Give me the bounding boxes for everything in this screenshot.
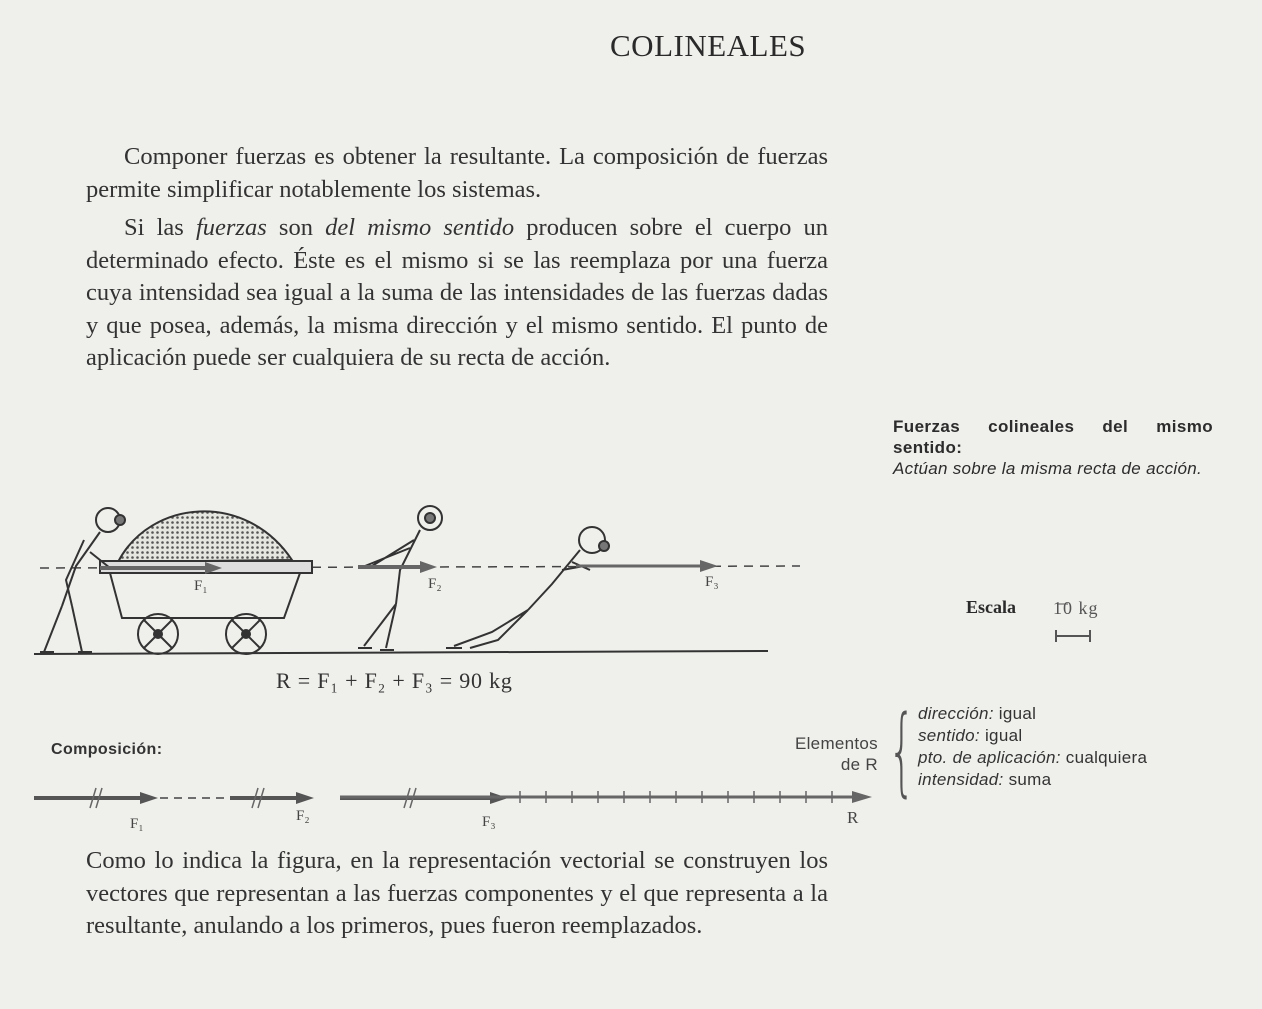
element-item [918, 725, 1147, 747]
scale-label: Escala [966, 597, 1017, 617]
paragraph-emphasis-fuerzas: fuerzas [195, 214, 267, 241]
elements-label-line1: Elementos [794, 734, 878, 753]
elements-list [918, 703, 1147, 791]
composition-label-r: R [847, 808, 859, 827]
element-key: intensidad: [918, 770, 1004, 789]
paragraph-text-c: son [266, 214, 326, 241]
composition-label-f2: F₂ [296, 808, 310, 824]
element-value: igual [998, 704, 1037, 723]
paragraph-text: Componer fuerzas es obtener la resultante. La composición de fuerzas permite simplificar notablemente los sistemas. [86, 143, 828, 203]
paragraph-text-e: producen sobre el cuerpo un determinado efecto. Éste es el mismo si se las reemplaza por una fuerza cuya intensidad sea igual a la suma de las intensidades de las fuerzas dadas y que posea, además, la misma dirección y el mismo sentido. El punto de aplicación puede ser cualquiera de su recta de acción. [86, 214, 828, 372]
elements-label-line2: de R [840, 755, 878, 774]
element-item [918, 747, 1147, 769]
side-note-heading: Fuerzas colineales del mismo sentido: [893, 417, 1213, 457]
page-title: COLINEALES [610, 28, 807, 63]
person-pulling-3 [446, 527, 609, 648]
figure-label-f2: F₂ [428, 576, 442, 592]
composition-label-f3: F₃ [482, 814, 496, 830]
element-key: dirección: [918, 704, 994, 723]
brace-icon: { [888, 695, 916, 807]
side-note-text: Actúan sobre la misma recta de acción. [893, 459, 1203, 478]
scale-value: 10 kg [1053, 598, 1099, 618]
figure-label-f1: F₁ [194, 578, 208, 594]
composition-label: Composición: [51, 741, 163, 758]
element-key: sentido: [918, 726, 980, 745]
paragraph-vector-representation [86, 845, 828, 943]
paragraph-text: Como lo indica la figura, en la representación vectorial se construyen los vectores que representan a las fuerzas componentes y el que representa a la resultante, anulando a los primeros, pues fueron reemplazados. [86, 847, 828, 940]
element-item [918, 769, 1147, 791]
paragraph-text-a: Si las [124, 214, 196, 241]
elements-label [760, 733, 878, 775]
element-value: cualquiera [1065, 748, 1148, 767]
resultant-formula: R = F₁ + F₂ + F₃ = 90 kg [276, 668, 513, 693]
composition-label-f1: F₁ [130, 816, 144, 832]
figure-label-f3: F₃ [705, 574, 719, 590]
scale-bar [1056, 604, 1090, 642]
paragraph-emphasis-sentido: del mismo sentido [325, 214, 515, 241]
ground-line [34, 651, 768, 654]
element-item [918, 703, 1147, 725]
element-key: pto. de aplicación: [918, 748, 1061, 767]
element-value: igual [984, 726, 1023, 745]
element-value: suma [1008, 770, 1052, 789]
composition-vectors [34, 788, 872, 808]
